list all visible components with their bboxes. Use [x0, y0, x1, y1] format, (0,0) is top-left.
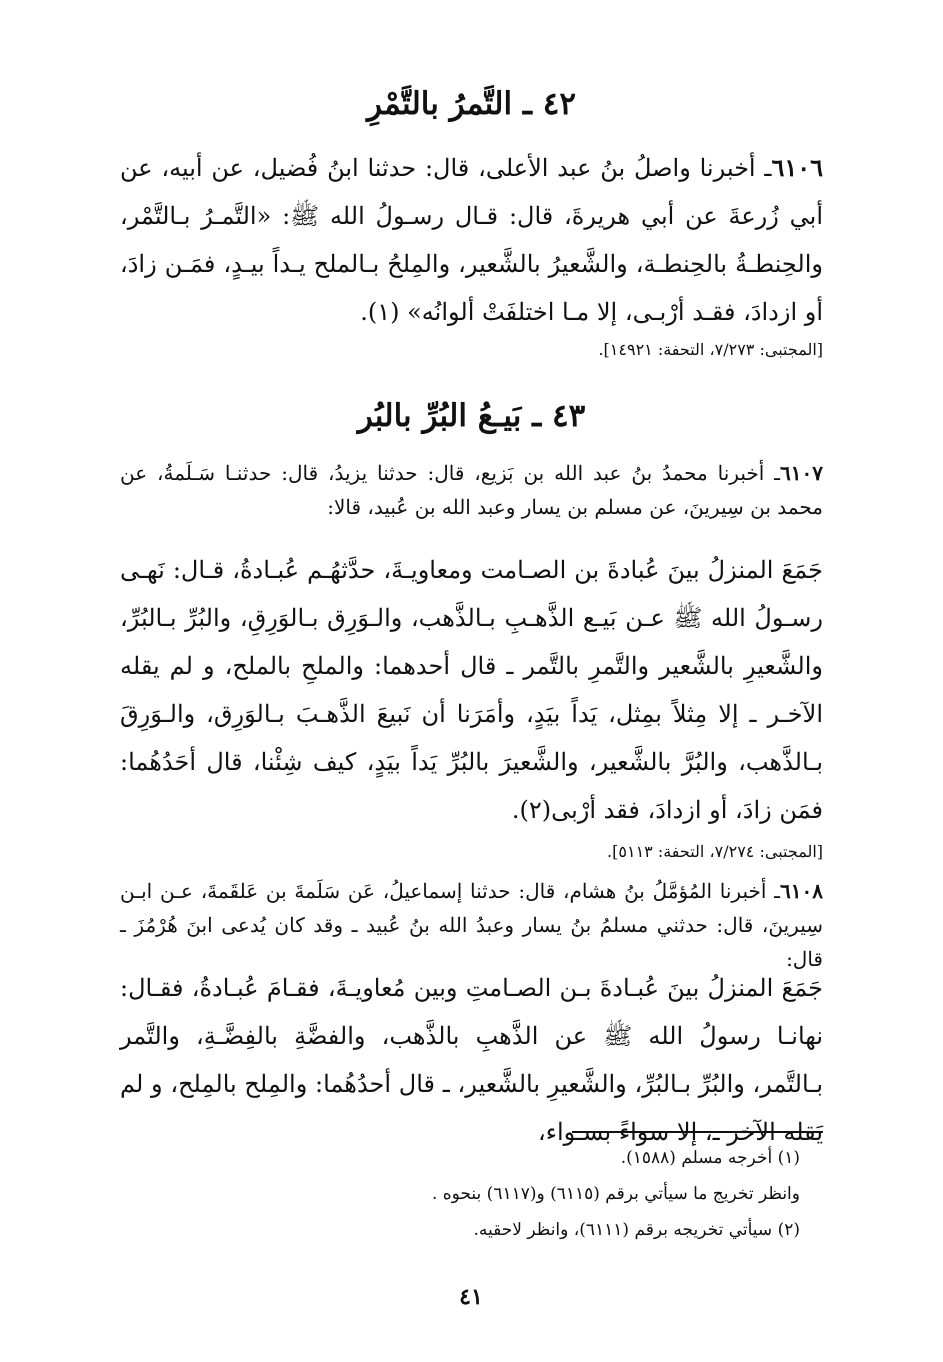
- chapter-heading-43: ٤٣ ـ بَيـعُ البُرِّ بالبُر: [357, 398, 586, 434]
- hadith-isnad: ـ أخبرنا المُؤمَّلُ بنُ هشام، قال: حدثنا إسماعيلُ، عَن سَلَمةَ بن عَلقَمةَ، عـن ابـن سِيرينَ، قال: حدثني مسلمُ بنُ يسار وعبدُ الله بنُ عُبيد ـ وقد كان يُدعى ابنَ هُرْمُزَ ـ قال:: [120, 879, 823, 971]
- page-number: ٤١: [459, 1284, 483, 1310]
- footnote-1-continued: وانظر تخريج ما سيأتي برقم (٦١١٥) و(٦١١٧) بنحوه .: [431, 1184, 800, 1204]
- hadith-number: ٦١٠٧: [780, 461, 823, 485]
- hadith-6107-isnad: [120, 456, 823, 524]
- hadith-reference: [المجتبى: ٧/٢٧٤، التحفة: ٥١١٣].: [607, 842, 823, 861]
- footnote-divider: [572, 1131, 823, 1133]
- hadith-6106: [120, 144, 823, 336]
- hadith-isnad: ـ أخبرنا واصلُ بنُ عبد الأعلى، قال: حدثنا ابنُ فُضيل، عن أبيه، عن أبي زُرعةَ عن أبي هريرةَ، قال:: [120, 154, 823, 230]
- footnote-1: (١) أخرجه مسلم (١٥٨٨).: [620, 1148, 800, 1168]
- hadith-number: ٦١٠٨: [780, 879, 823, 903]
- hadith-number: ٦١٠٦: [771, 153, 823, 182]
- hadith-6108-matn: جَمَعَ المنزلُ بينَ عُبـادةَ بـن الصـامتِ وبين مُعاويـةَ، فقـامَ عُبـادةُ، فقـال: نهانـا رسولُ الله ﷺ عن الذَّهبِ بالذَّهب، والفضَّةِ بالفِضَّـةِ، والتَّمر بـالتَّمر، والبُرِّ بـالبُرِّ، والشَّعيرِ بالشَّعير، ـ قال أحدُهُما: والمِلح بالمِلح، و لم يَقله الآخر ـ، إلا سواءً بسـواء،: [120, 974, 823, 1146]
- hadith-isnad: ـ أخبرنا محمدُ بنُ عبد الله بن بَزيع، قال: حدثنا يزيدُ، قال: حدثنـا سَـلَمةُ، عن محمد بن سِيرينَ، عن مسلم بن يسار وعبد الله بن عُبيد، قالا:: [120, 461, 823, 519]
- hadith-matn: قـال رسـولُ الله ﷺ: «التَّمـرُ بـالتَّمْر، والحِنطـةُ بالحِنطـة، والشَّعيرُ بالشَّعير، والمِلحُ بـالملح يـداً بيـدٍ، فمَـن زادَ، أو ازدادَ، فقـد أرْبـى، إلا مـا اختلفَتْ ألوانُه» (١).: [120, 202, 823, 326]
- chapter-heading-42: ٤٢ ـ التَّمرُ بالتَّمْرِ: [366, 86, 577, 122]
- hadith-6107-matn: جَمَعَ المنزلُ بينَ عُبادةَ بن الصـامت ومعاويـةَ، حدَّثهُـم عُبـادةُ، قـال: نَهـى رسـولُ الله ﷺ عـن بَيـع الذَّهـبِ بـالذَّهب، والـوَرِق بـالوَرِقِ، والبُرِّ بـالبُرِّ، والشَّعيرِ بالشَّعير والتَّمرِ بالتَّمر ـ قال أحدهما: والملحِ بالملح، و لم يقله الآخـر ـ إلا مِثلاً بمِثل، يَداً بيَدٍ، وأمَرَنا أن نَبيعَ الذَّهـبَ بـالوَرِق، والـوَرِقَ بـالذَّهب، والبُرَّ بالشَّعير، والشَّعيرَ بالبُرِّ يَداً بيَدٍ، كيف شِئْنا، قال أحَدُهُما: فمَن زادَ، أو ازدادَ، فقد أرْبى(٢).: [120, 556, 823, 824]
- footnote-2: (٢) سيأتي تخريجه برقم (٦١١١)، وانظر لاحقيه.: [473, 1220, 800, 1240]
- hadith-reference: [المجتبى: ٧/٢٧٣، التحفة: ١٤٩٢١].: [598, 340, 823, 359]
- hadith-6108-isnad: [120, 874, 823, 976]
